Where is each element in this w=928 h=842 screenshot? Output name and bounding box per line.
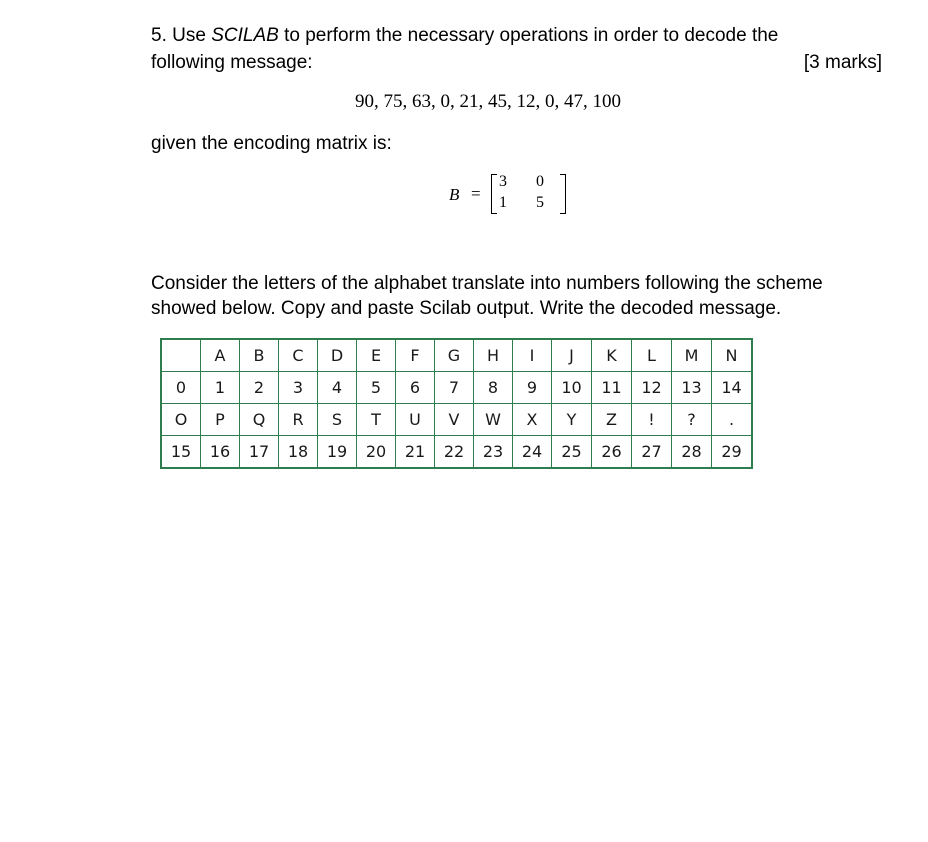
matrix-cell: 3 <box>499 173 507 190</box>
consider-line-2: showed below. Copy and paste Scilab output. Write the decoded message. <box>151 298 782 319</box>
table-cell: S <box>318 404 357 436</box>
table-row <box>161 404 752 436</box>
table-cell: 2 <box>240 372 279 404</box>
table-cell: I <box>513 339 552 372</box>
table-cell: 1 <box>201 372 240 404</box>
table-cell: 17 <box>240 436 279 469</box>
table-cell: 11 <box>592 372 632 404</box>
table-cell: Z <box>592 404 632 436</box>
table-cell: 8 <box>474 372 513 404</box>
table-cell: 6 <box>396 372 435 404</box>
table-cell: L <box>632 339 672 372</box>
table-cell: M <box>672 339 712 372</box>
table-row <box>161 372 752 404</box>
table-cell: 26 <box>592 436 632 469</box>
table-cell: 12 <box>632 372 672 404</box>
matrix-cell: 5 <box>536 194 544 211</box>
matrix-cell: 1 <box>499 194 507 211</box>
table-cell: P <box>201 404 240 436</box>
table-cell: K <box>592 339 632 372</box>
table-cell: A <box>201 339 240 372</box>
question-number: 5. <box>151 25 167 46</box>
table-cell: 24 <box>513 436 552 469</box>
table-cell: W <box>474 404 513 436</box>
table-cell: 18 <box>279 436 318 469</box>
table-cell: 27 <box>632 436 672 469</box>
table-cell: C <box>279 339 318 372</box>
table-row <box>161 339 752 372</box>
table-row <box>161 436 752 469</box>
marks-label: [3 marks] <box>803 52 882 73</box>
table-cell: 21 <box>396 436 435 469</box>
table-cell: 13 <box>672 372 712 404</box>
table-cell: Q <box>240 404 279 436</box>
matrix-name: B <box>449 185 460 204</box>
table-cell: 22 <box>435 436 474 469</box>
table-cell: 10 <box>552 372 592 404</box>
table-cell: E <box>357 339 396 372</box>
table-cell: ? <box>672 404 712 436</box>
matrix-left-bracket <box>491 174 497 214</box>
encoded-message: 90, 75, 63, 0, 21, 45, 12, 0, 47, 100 <box>355 91 621 112</box>
table-cell: 5 <box>357 372 396 404</box>
table-cell: 16 <box>201 436 240 469</box>
table-cell: 28 <box>672 436 712 469</box>
table-cell: O <box>161 404 201 436</box>
table-cell: 19 <box>318 436 357 469</box>
table-cell: B <box>240 339 279 372</box>
table-cell: 0 <box>161 372 201 404</box>
table-cell: 15 <box>161 436 201 469</box>
table-cell: X <box>513 404 552 436</box>
matrix-cell: 0 <box>536 173 544 190</box>
table-cell: V <box>435 404 474 436</box>
table-cell: F <box>396 339 435 372</box>
table-cell: 4 <box>318 372 357 404</box>
table-cell: ! <box>632 404 672 436</box>
table-cell: R <box>279 404 318 436</box>
table-cell: 9 <box>513 372 552 404</box>
scilab-emphasis: SCILAB <box>211 25 279 46</box>
table-cell: 7 <box>435 372 474 404</box>
question-line-1 <box>151 24 778 48</box>
alphabet-table <box>160 338 753 469</box>
table-cell: D <box>318 339 357 372</box>
question-line-2: following message: <box>151 52 313 73</box>
question-rest: to perform the necessary operations in order to decode the <box>278 25 779 46</box>
table-cell: 29 <box>712 436 753 469</box>
table-cell: 3 <box>279 372 318 404</box>
table-cell: T <box>357 404 396 436</box>
table-cell: . <box>712 404 753 436</box>
table-cell: N <box>712 339 753 372</box>
table-cell: J <box>552 339 592 372</box>
table-cell: 25 <box>552 436 592 469</box>
question-intro: Use <box>172 25 212 46</box>
matrix-right-bracket <box>560 174 566 214</box>
consider-line-1: Consider the letters of the alphabet translate into numbers following the scheme <box>151 273 823 294</box>
table-cell: 14 <box>712 372 753 404</box>
given-text: given the encoding matrix is: <box>151 133 392 154</box>
table-cell: 20 <box>357 436 396 469</box>
table-cell: G <box>435 339 474 372</box>
table-cell: U <box>396 404 435 436</box>
table-cell: Y <box>552 404 592 436</box>
table-cell <box>161 339 201 372</box>
table-cell: H <box>474 339 513 372</box>
table-cell: 23 <box>474 436 513 469</box>
matrix-equals: = <box>471 184 481 203</box>
